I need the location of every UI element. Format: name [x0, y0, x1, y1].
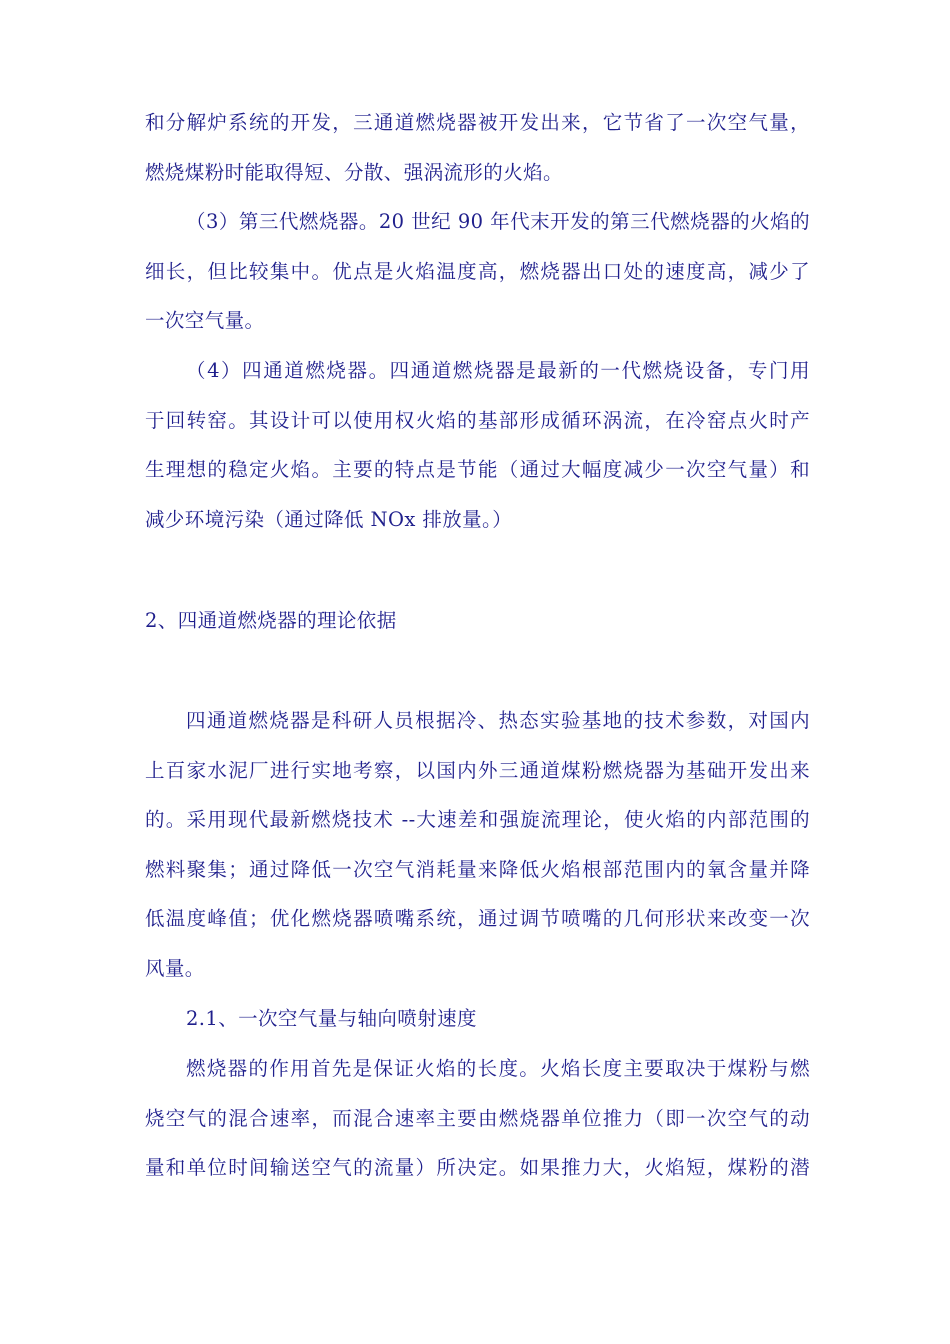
paragraph-line: （4）四通道燃烧器。四通道燃烧器是最新的一代燃烧设备，专门用 [186, 359, 810, 382]
paragraph-line: 燃烧器的作用首先是保证火焰的长度。火焰长度主要取决于煤粉与燃 [186, 1057, 810, 1080]
paragraph-line: 燃烧煤粉时能取得短、分散、强涡流形的火焰。 [145, 160, 563, 184]
paragraph-line: 减少环境污染（通过降低 NOx 排放量。） [145, 507, 513, 531]
subsection-heading-block [145, 994, 810, 1044]
paragraph-line: 和分解炉系统的开发，三通道燃烧器被开发出来，它节省了一次空气量， [145, 111, 810, 134]
paragraph-line: 低温度峰值；优化燃烧器喷嘴系统，通过调节喷嘴的几何形状来改变一次 [145, 907, 810, 930]
subsection-heading: 2.1、一次空气量与轴向喷射速度 [186, 1007, 477, 1030]
paragraph-intro [145, 98, 810, 197]
paragraph-line: 烧空气的混合速率，而混合速率主要由燃烧器单位推力（即一次空气的动 [145, 1106, 810, 1130]
paragraph-flame [145, 1044, 810, 1193]
paragraph-line: （3）第三代燃烧器。20 世纪 90 年代末开发的第三代燃烧器的火焰的 [186, 210, 810, 233]
paragraph-line: 生理想的稳定火焰。主要的特点是节能（通过大幅度减少一次空气量）和 [145, 458, 810, 481]
paragraph-line: 的。采用现代最新燃烧技术 --大速差和强旋流理论，使火焰的内部范围的 [145, 808, 810, 831]
paragraph-theory [145, 696, 810, 993]
paragraph-third-generation [145, 197, 810, 346]
paragraph-line: 四通道燃烧器是科研人员根据冷、热态实验基地的技术参数，对国内 [186, 709, 810, 732]
paragraph-line: 上百家水泥厂进行实地考察，以国内外三通道煤粉燃烧器为基础开发出来 [145, 758, 810, 782]
paragraph-line: 于回转窑。其设计可以使用权火焰的基部形成循环涡流，在冷窑点火时产 [145, 408, 810, 432]
section-heading: 2、四通道燃烧器的理论依据 [145, 609, 397, 632]
paragraph-four-channel [145, 346, 810, 544]
paragraph-line: 量和单位时间输送空气的流量）所决定。如果推力大，火焰短，煤粉的潜 [145, 1156, 810, 1179]
paragraph-line: 燃料聚集；通过降低一次空气消耗量来降低火焰根部范围内的氧含量并降 [145, 857, 810, 881]
paragraph-line: 细长，但比较集中。优点是火焰温度高，燃烧器出口处的速度高，减少了 [145, 259, 810, 283]
paragraph-line: 一次空气量。 [145, 309, 265, 332]
paragraph-line: 风量。 [145, 956, 205, 980]
